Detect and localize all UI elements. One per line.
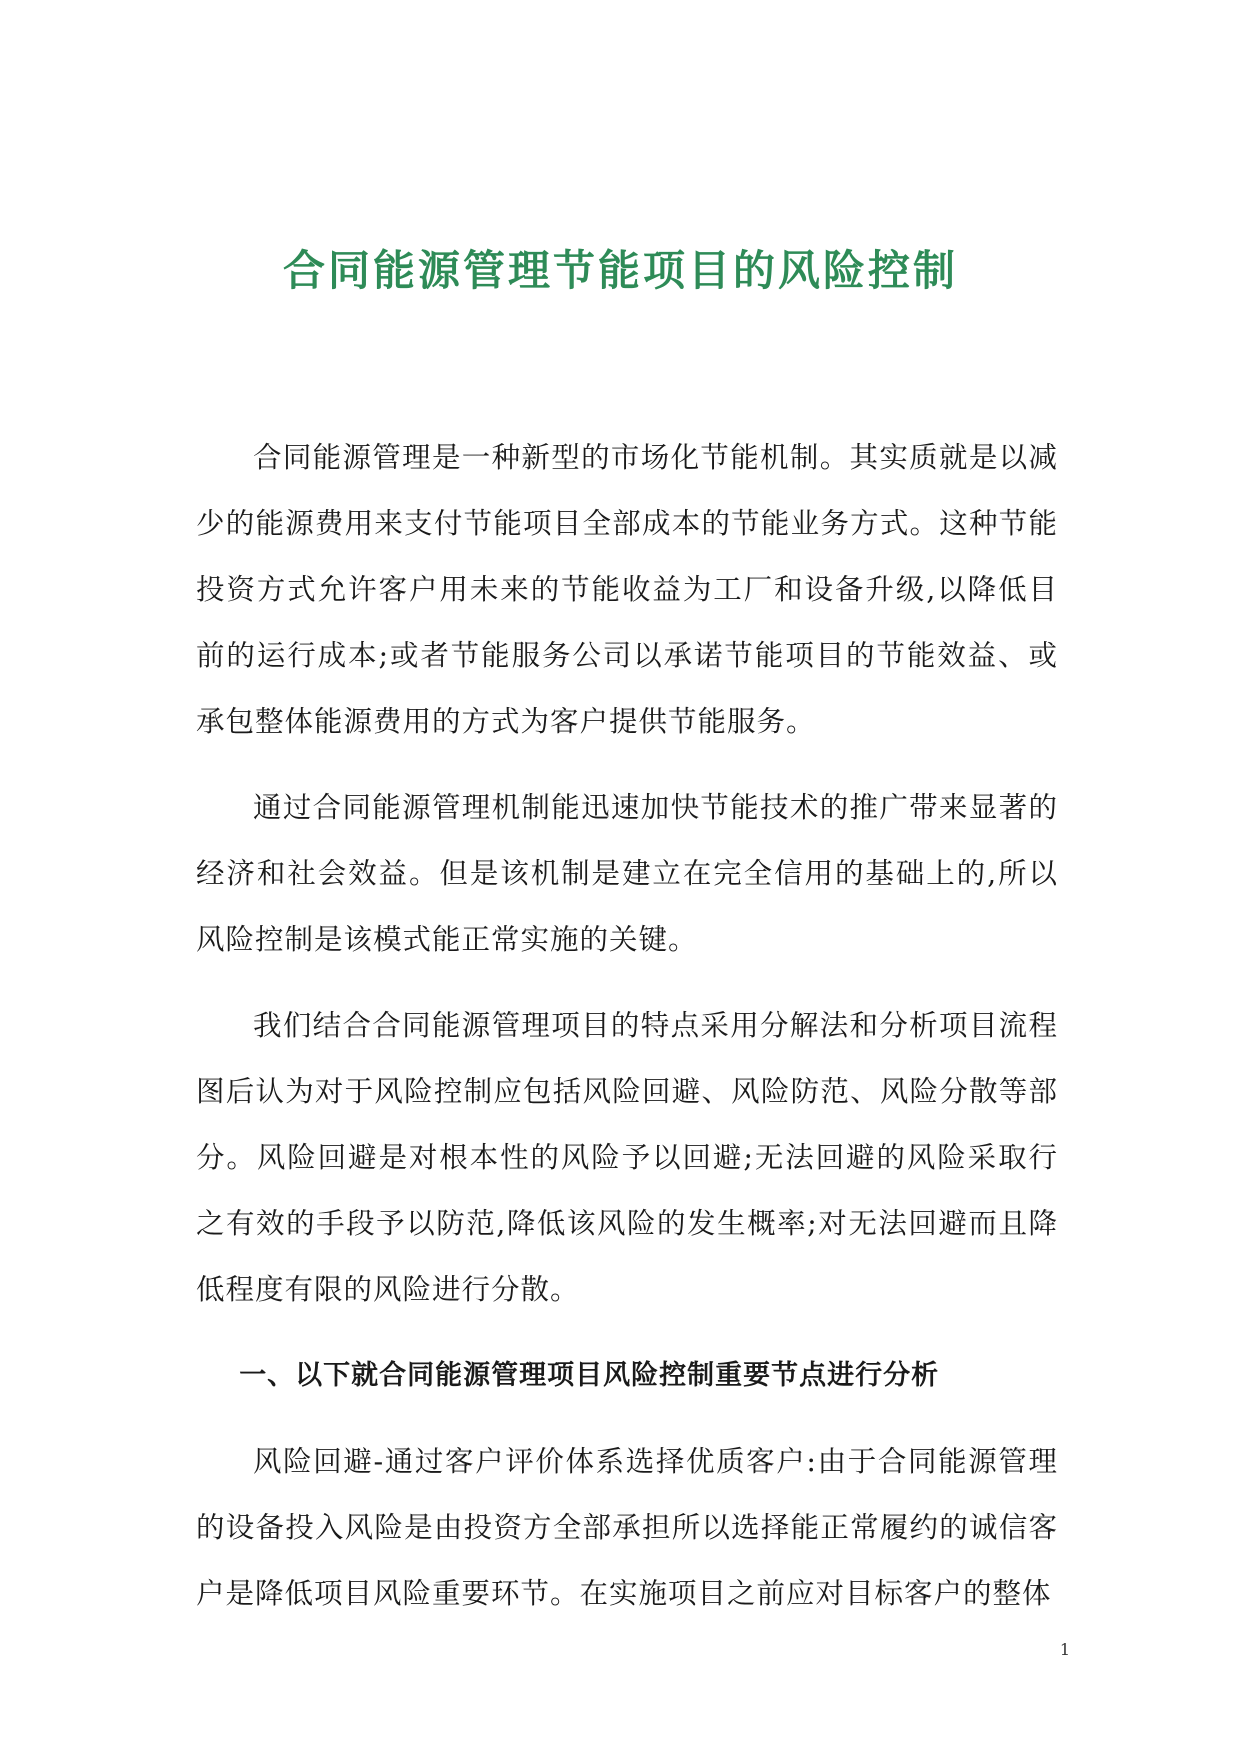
- document-title: 合同能源管理节能项目的风险控制: [282, 246, 958, 295]
- paragraph-risk-avoidance: 风险回避-通过客户评价体系选择优质客户:由于合同能源管理的设备投入风险是由投资方全部承担所以选择能正常履约的诚信客户是降低项目风险重要环节。在实施项目之前应对目标客户的整体: [196, 1445, 1058, 1610]
- page-number: 1: [1059, 1640, 1070, 1659]
- document-body: [196, 425, 1058, 1647]
- section-heading: 一、以下就合同能源管理项目风险控制重要节点进行分析: [239, 1360, 940, 1391]
- paragraph-intro: 合同能源管理是一种新型的市场化节能机制。其实质就是以减少的能源费用来支付节能项目全部成本的节能业务方式。这种节能投资方式允许客户用未来的节能收益为工厂和设备升级,以降低目前的运行成本;或者节能服务公司以承诺节能项目的节能效益、或承包整体能源费用的方式为客户提供节能服务。: [196, 441, 1058, 738]
- paragraph-risk-control: 我们结合合同能源管理项目的特点采用分解法和分析项目流程图后认为对于风险控制应包括风险回避、风险防范、风险分散等部分。风险回避是对根本性的风险予以回避;无法回避的风险采取行之有效的手段予以防范,降低该风险的发生概率;对无法回避而且降低程度有限的风险进行分散。: [196, 1009, 1058, 1306]
- paragraph-mechanism: 通过合同能源管理机制能迅速加快节能技术的推广带来显著的经济和社会效益。但是该机制是建立在完全信用的基础上的,所以风险控制是该模式能正常实施的关键。: [196, 791, 1058, 956]
